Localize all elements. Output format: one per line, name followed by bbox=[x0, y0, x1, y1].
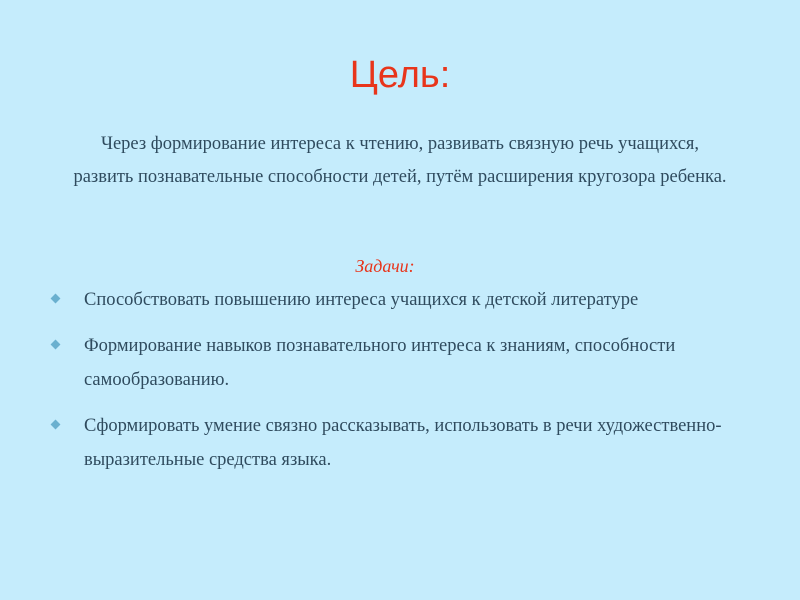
task-text: Формирование навыков познавательного интереса к знаниям, способности самообразованию. bbox=[84, 336, 676, 390]
task-list bbox=[50, 283, 750, 489]
diamond-bullet-icon bbox=[51, 420, 61, 430]
goal-paragraph: Через формирование интереса к чтению, развивать связную речь учащихся, развить познавательные способности детей, путём расширения кругозора ребенка. bbox=[73, 134, 727, 187]
diamond-bullet-icon bbox=[51, 294, 61, 304]
list-item bbox=[50, 283, 750, 317]
diamond-bullet-icon bbox=[51, 340, 61, 350]
task-text: Способствовать повышению интереса учащихся к детской литературе bbox=[84, 290, 639, 310]
list-item bbox=[50, 409, 750, 477]
tasks-heading: Задачи: bbox=[355, 256, 415, 276]
slide-title: Цель: bbox=[349, 54, 451, 96]
list-item bbox=[50, 329, 750, 397]
task-text: Сформировать умение связно рассказывать, использовать в речи художественно-выразительные средства языка. bbox=[84, 416, 722, 470]
